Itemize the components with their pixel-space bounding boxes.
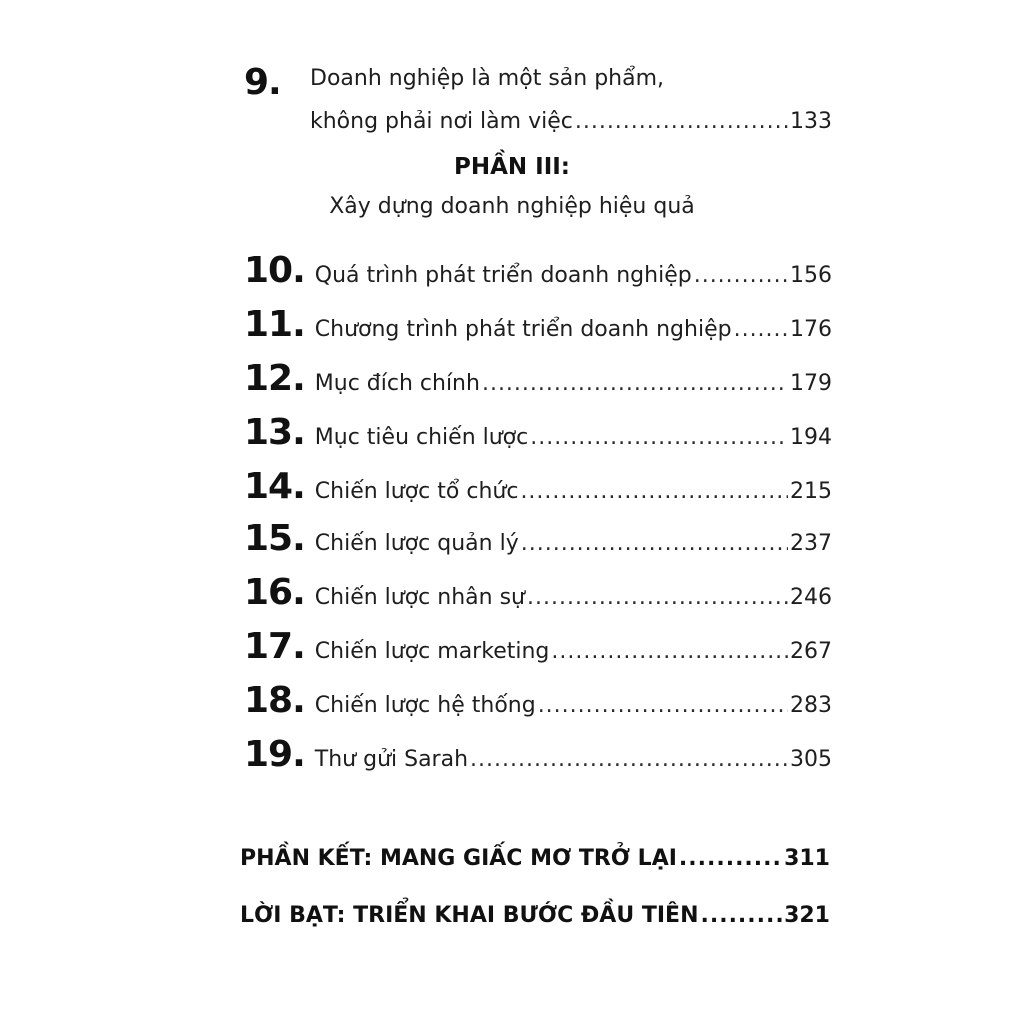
toc-entry-page: 179 — [790, 371, 832, 396]
toc-entry — [244, 358, 832, 399]
dot-leader — [521, 531, 788, 556]
dot-leader — [482, 371, 788, 396]
closing-entry-epilogue — [240, 846, 830, 871]
toc-entry-page: 267 — [790, 639, 832, 664]
toc-entry-title: Chiến lược nhân sự — [314, 585, 525, 610]
toc-entry-number: 16. — [244, 572, 305, 613]
dot-leader — [575, 109, 788, 134]
toc-entry-number: 14. — [244, 466, 305, 507]
toc-entry-page: 283 — [790, 693, 832, 718]
toc-entry-page: 156 — [790, 263, 832, 288]
dot-leader — [538, 693, 788, 718]
toc-entry — [244, 412, 832, 453]
toc-entry-title: Thư gửi Sarah — [314, 747, 469, 772]
toc-entry-page: 215 — [790, 479, 832, 504]
part-subtitle: Xây dựng doanh nghiệp hiệu quả — [329, 194, 695, 219]
toc-entry-number: 12. — [244, 358, 305, 399]
closing-entry-afterword — [240, 903, 830, 928]
dot-leader — [734, 317, 788, 342]
toc-entry-page: 305 — [790, 747, 832, 772]
toc-entry-number: 11. — [244, 304, 305, 345]
dot-leader — [679, 846, 782, 871]
closing-entry-title: PHẦN KẾT: MANG GIẤC MƠ TRỞ LẠI — [240, 846, 677, 871]
toc-entry-title: Chiến lược hệ thống — [314, 693, 536, 718]
toc-entry-title: Chiến lược quản lý — [314, 531, 519, 556]
toc-entry-number: 9. — [244, 62, 281, 103]
toc-entry-title: Quá trình phát triển doanh nghiệp — [314, 263, 692, 288]
toc-entry-page: 246 — [790, 585, 832, 610]
toc-entry-number: 10. — [244, 250, 305, 291]
toc-entry-page: 194 — [790, 425, 832, 450]
dot-leader — [551, 639, 788, 664]
toc-entry-number: 15. — [244, 518, 305, 559]
closing-entry-title: LỜI BẠT: TRIỂN KHAI BƯỚC ĐẦU TIÊN — [240, 903, 699, 928]
dot-leader — [530, 425, 788, 450]
toc-entry — [244, 680, 832, 721]
toc-entry-title: Chương trình phát triển doanh nghiệp — [314, 317, 732, 342]
toc-entry — [244, 304, 832, 345]
toc-entry — [244, 518, 832, 559]
toc-entry-title-line2: không phải nơi làm việc — [310, 109, 573, 134]
dot-leader — [470, 747, 788, 772]
dot-leader — [701, 903, 783, 928]
dot-leader — [694, 263, 788, 288]
part-heading: PHẦN III: — [453, 154, 571, 180]
toc-entry-page: 133 — [790, 109, 832, 134]
dot-leader — [520, 479, 788, 504]
toc-entry-number: 17. — [244, 626, 305, 667]
toc-entry — [244, 250, 832, 291]
closing-entry-page: 321 — [784, 903, 830, 928]
toc-entry — [244, 626, 832, 667]
toc-entry-9 — [310, 109, 832, 134]
toc-entry-title: Chiến lược tổ chức — [314, 479, 519, 504]
toc-entry — [244, 466, 832, 507]
toc-entry — [244, 734, 832, 775]
toc-entry-title: Mục đích chính — [314, 371, 480, 396]
toc-entry-title: Chiến lược marketing — [314, 639, 550, 664]
toc-entry-page: 237 — [790, 531, 832, 556]
toc-entry-title-line1: Doanh nghiệp là một sản phẩm, — [310, 66, 665, 91]
toc-entry — [244, 572, 832, 613]
toc-entry-page: 176 — [790, 317, 832, 342]
closing-entry-page: 311 — [784, 846, 830, 871]
toc-entry-number: 19. — [244, 734, 305, 775]
dot-leader — [527, 585, 788, 610]
toc-entry-number: 13. — [244, 412, 305, 453]
toc-entry-number: 18. — [244, 680, 305, 721]
toc-entry-title: Mục tiêu chiến lược — [314, 425, 529, 450]
